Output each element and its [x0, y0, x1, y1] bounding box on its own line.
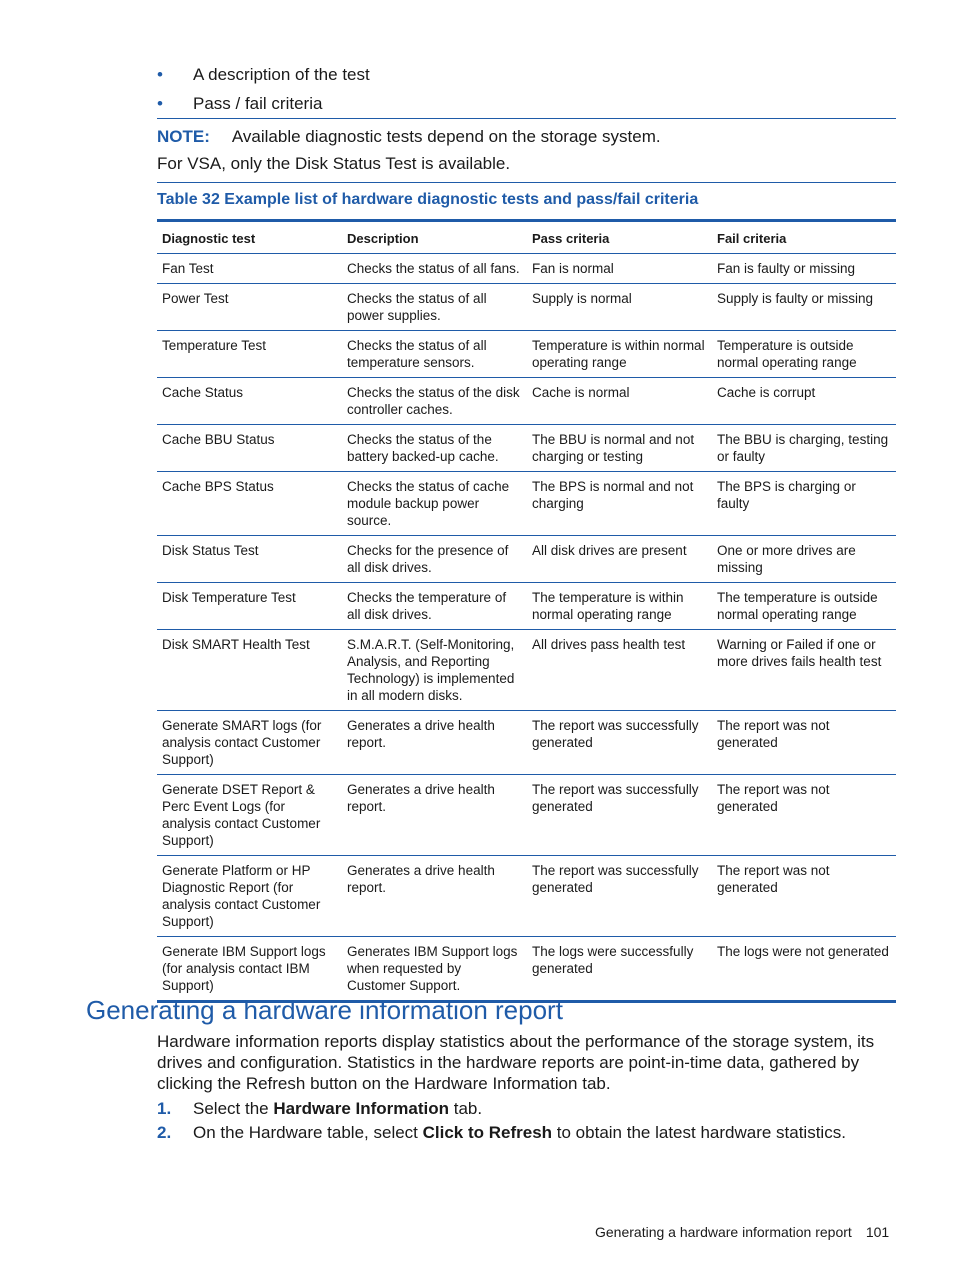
cell-pass-criteria: The report was successfully generated	[527, 775, 712, 856]
section-paragraph: Hardware information reports display statistics about the performance of the storage system, its drives and configuration. Statistics in the hardware reports are point-in-time data, gathered by clicking the Refresh button on the Hardware Information tab.	[157, 1032, 875, 1093]
cell-description: Checks the status of all temperature sensors.	[342, 331, 527, 378]
step-number: 2.	[157, 1123, 172, 1142]
table-row	[157, 630, 896, 711]
cell-pass-criteria: All disk drives are present	[527, 536, 712, 583]
cell-diagnostic-test: Cache Status	[157, 378, 342, 425]
steps-list	[157, 1097, 846, 1145]
cell-diagnostic-test: Generate IBM Support logs (for analysis contact IBM Support)	[162, 944, 326, 993]
diagnostic-tests-table	[157, 219, 896, 1003]
table-row	[157, 711, 896, 775]
cell-description: Checks the status of the battery backed-up cache.	[342, 425, 527, 472]
table-header-row	[157, 221, 896, 254]
cell-fail-criteria: The report was not generated	[712, 775, 896, 856]
cell-pass-criteria: Supply is normal	[527, 284, 712, 331]
header-fail-criteria: Fail criteria	[712, 221, 896, 254]
cell-diagnostic-test: Disk Status Test	[157, 536, 342, 583]
cell-fail-criteria: The report was not generated	[712, 856, 896, 937]
cell-pass-criteria: The report was successfully generated	[527, 856, 712, 937]
cell-diagnostic-test: Cache BBU Status	[157, 425, 342, 472]
footer-title: Generating a hardware information report	[595, 1224, 852, 1240]
bullet-item: • Pass / fail criteria	[157, 89, 370, 118]
note-line2: For VSA, only the Disk Status Test is available.	[157, 154, 511, 173]
step-number: 1.	[157, 1099, 172, 1118]
cell-description: Checks for the presence of all disk drives.	[342, 536, 527, 583]
cell-diagnostic-test: Temperature Test	[157, 331, 342, 378]
table-row	[157, 536, 896, 583]
cell-fail-criteria: One or more drives are missing	[712, 536, 896, 583]
cell-diagnostic-test: Generate Platform or HP Diagnostic Report (for analysis contact Customer Support)	[157, 856, 342, 937]
table-caption: Table 32 Example list of hardware diagnostic tests and pass/fail criteria	[157, 191, 699, 208]
table-row	[157, 284, 896, 331]
cell-description: S.M.A.R.T. (Self-Monitoring, Analysis, and Reporting Technology) is implemented in all modern disks.	[342, 630, 527, 711]
ui-reference: Click to Refresh	[422, 1123, 553, 1142]
cell-description: Generates a drive health report.	[342, 856, 527, 937]
bullet-icon: •	[157, 65, 163, 84]
table-row	[157, 937, 896, 1002]
cell-pass-criteria: Fan is normal	[527, 254, 712, 284]
cell-description: Checks the status of the disk controller caches.	[342, 378, 527, 425]
bullet-list	[157, 60, 370, 118]
table-row	[157, 254, 896, 284]
step-item: 1. Select the Hardware Information tab.	[157, 1097, 846, 1121]
cell-fail-criteria: The temperature is outside normal operating range	[712, 583, 896, 630]
cell-description: Generates a drive health report.	[342, 711, 527, 775]
cell-description: Checks the status of all power supplies.	[342, 284, 527, 331]
cell-diagnostic-test: Disk Temperature Test	[157, 583, 342, 630]
cell-pass-criteria: The logs were successfully generated	[532, 944, 694, 976]
cell-description: Checks the status of all fans.	[342, 254, 527, 284]
page-number: 101	[865, 1224, 890, 1240]
cell-fail-criteria: The logs were not generated	[717, 944, 889, 959]
cell-pass-criteria: Temperature is within normal operating range	[527, 331, 712, 378]
cell-pass-criteria: The BBU is normal and not charging or testing	[527, 425, 712, 472]
header-pass-criteria: Pass criteria	[527, 221, 712, 254]
table-row	[157, 856, 896, 937]
cell-diagnostic-test: Generate DSET Report & Perc Event Logs (for analysis contact Customer Support)	[157, 775, 342, 856]
bullet-icon: •	[157, 94, 163, 113]
ui-reference: Hardware Information	[273, 1099, 450, 1118]
cell-pass-criteria: The temperature is within normal operating range	[527, 583, 712, 630]
cell-pass-criteria: The BPS is normal and not charging	[527, 472, 712, 536]
cell-pass-criteria: Cache is normal	[527, 378, 712, 425]
cell-description: Checks the temperature of all disk drives.	[342, 583, 527, 630]
header-description: Description	[342, 221, 527, 254]
bullet-item: • A description of the test	[157, 60, 370, 89]
cell-fail-criteria: Supply is faulty or missing	[712, 284, 896, 331]
cell-fail-criteria: Cache is corrupt	[712, 378, 896, 425]
table-row	[157, 775, 896, 856]
section-title: Generating a hardware information report	[86, 995, 563, 1025]
cell-fail-criteria: The BPS is charging or faulty	[712, 472, 896, 536]
header-diagnostic-test: Diagnostic test	[157, 221, 342, 254]
cell-description: Generates a drive health report.	[342, 775, 527, 856]
cell-diagnostic-test: Fan Test	[157, 254, 342, 284]
table-row	[157, 472, 896, 536]
cell-fail-criteria: Warning or Failed if one or more drives fails health test	[712, 630, 896, 711]
table-row	[157, 425, 896, 472]
cell-fail-criteria: The BBU is charging, testing or faulty	[712, 425, 896, 472]
cell-diagnostic-test: Disk SMART Health Test	[157, 630, 342, 711]
cell-fail-criteria: The report was not generated	[712, 711, 896, 775]
table-row	[157, 583, 896, 630]
cell-description: Generates IBM Support logs when requested by Customer Support.	[347, 944, 518, 993]
note-top-rule	[157, 118, 896, 119]
cell-pass-criteria: All drives pass health test	[527, 630, 712, 711]
note	[157, 126, 661, 148]
note-label: NOTE:	[157, 127, 210, 146]
cell-diagnostic-test: Generate SMART logs (for analysis contact Customer Support)	[157, 711, 342, 775]
note-text: Available diagnostic tests depend on the storage system.	[231, 127, 661, 146]
cell-description: Checks the status of cache module backup power source.	[342, 472, 527, 536]
cell-diagnostic-test: Power Test	[157, 284, 342, 331]
table-row	[157, 331, 896, 378]
page-footer	[595, 1222, 889, 1242]
cell-fail-criteria: Temperature is outside normal operating range	[712, 331, 896, 378]
step-item: 2. On the Hardware table, select Click to Refresh to obtain the latest hardware statistics.	[157, 1121, 846, 1145]
cell-pass-criteria: The report was successfully generated	[527, 711, 712, 775]
cell-diagnostic-test: Cache BPS Status	[157, 472, 342, 536]
table-row	[157, 378, 896, 425]
cell-fail-criteria: Fan is faulty or missing	[712, 254, 896, 284]
note-bottom-rule	[157, 182, 896, 183]
